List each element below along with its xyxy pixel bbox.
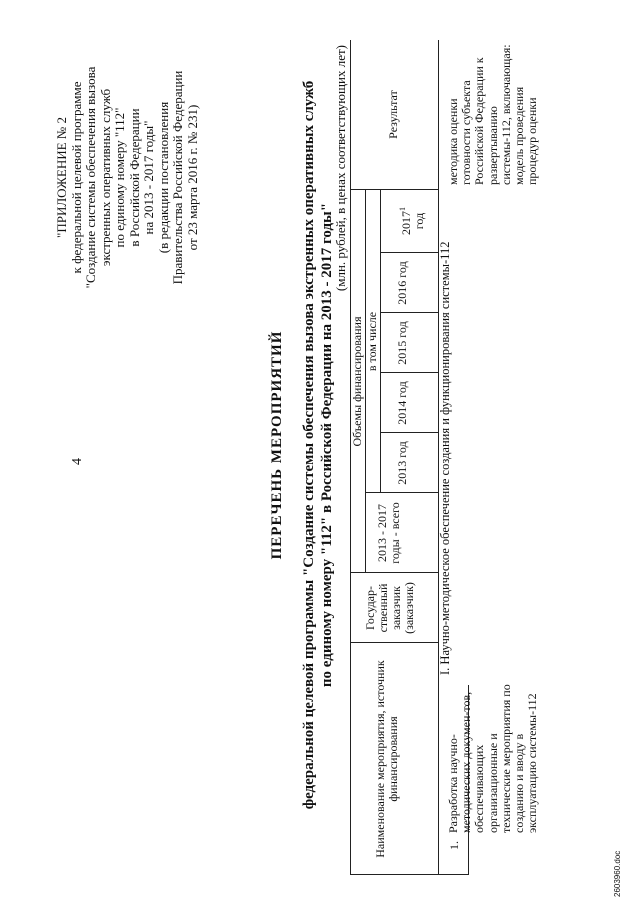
appendix-line: от 23 марта 2016 г. № 231)	[184, 104, 200, 251]
header-customer: Государ-ственный заказчик (заказчик)	[363, 582, 416, 634]
header-incl: в том числе	[365, 311, 379, 372]
row-number: 1.	[447, 841, 461, 850]
appendix-line: по единому номеру "112"	[112, 107, 127, 248]
header-funding: Объемы финансирования	[350, 316, 364, 447]
appendix-line: (в редакции постановления	[155, 101, 171, 254]
table-rule	[380, 190, 381, 493]
appendix-line: Правительства Российской Федерации	[170, 70, 185, 285]
header-2017	[396, 191, 426, 251]
section-title: I. Научно-методическое обеспечение создания и функционирования системы-112	[438, 241, 452, 675]
title-line-3: по единому номеру "112" в Российской Федерации на 2013 - 2017 годы"	[319, 202, 335, 688]
footer-doc-code: 2603960.doc	[613, 850, 622, 897]
appendix-line: на 2013 - 2017 годы"	[141, 120, 156, 235]
page-number: 4	[70, 458, 85, 465]
appendix-line: к федеральной целевой программе	[68, 81, 84, 274]
table-rule	[350, 642, 438, 643]
header-name: Наименование мероприятия, источник финансирования	[373, 660, 400, 858]
table-rule	[380, 312, 438, 313]
header-2017-footnote: 1	[398, 207, 407, 211]
header-2017-year: 2017	[399, 211, 413, 235]
header-total: 2013 - 2017 годы - всего	[375, 502, 402, 564]
header-2017-word: год	[412, 212, 426, 230]
appendix-line: "Создание системы обеспечения вызова	[83, 66, 98, 289]
title-line-2: федеральной целевой программы "Создание системы обеспечения вызова экстренных оперативных служб	[301, 80, 317, 810]
header-2016: 2016 год	[395, 261, 409, 305]
appendix-line: в Российской Федерации	[126, 108, 142, 247]
units-note: (млн. рублей, в ценах соответствующих лет)	[333, 45, 348, 292]
table-rule	[380, 372, 438, 373]
header-2015: 2015 год	[395, 321, 409, 365]
header-result: Результат	[386, 90, 400, 139]
header-2013: 2013 год	[395, 441, 409, 485]
table-rule	[380, 432, 438, 433]
document-title	[268, 45, 336, 845]
appendix-block	[55, 50, 200, 305]
table-rule	[380, 252, 438, 253]
title-line-1: ПЕРЕЧЕНЬ МЕРОПРИЯТИЙ	[269, 330, 285, 560]
header-2014: 2014 год	[395, 381, 409, 425]
appendix-line: экстренных оперативных служб	[97, 88, 113, 267]
row-result: методика оценки готовности субъекта Российской Федерации к развертыванию системы-112, включающая: модель проведения процедур оценки	[446, 44, 540, 185]
appendix-line: "ПРИЛОЖЕНИЕ № 2	[54, 117, 69, 238]
row-activity-name: Разработка научно-методических докумен-тов, обеспечивающих организационные и технические мероприятия по созданию и вводу в эксплуатацию системы-112	[446, 684, 540, 833]
table-rule	[350, 874, 468, 875]
